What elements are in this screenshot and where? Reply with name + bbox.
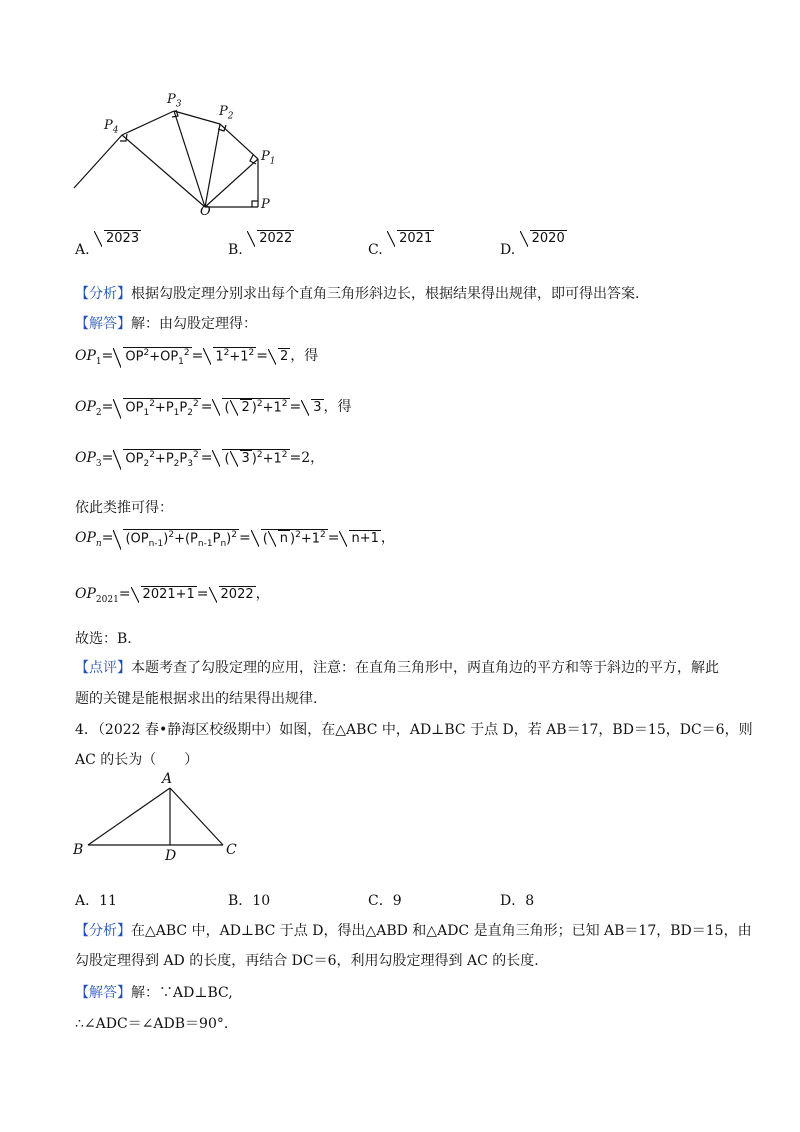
figure-label-p4: $P_4$ <box>104 118 119 136</box>
triangle-label-c: C <box>226 842 237 858</box>
q3-option-d[interactable] <box>500 230 567 258</box>
analysis-text: 在△ABC 中，AD⊥BC 于点 D，得出△ABD 和△ADC 是直角三角形；已知 AB＝17，BD＝15，由 <box>131 923 752 939</box>
option-value: 9 <box>392 893 402 909</box>
figure-label-p3: $P_3$ <box>167 92 182 110</box>
triangle-label-d: D <box>165 848 177 864</box>
q3-option-a[interactable] <box>75 230 141 258</box>
option-value: 10 <box>252 893 271 909</box>
option-value: 8 <box>525 893 535 909</box>
equation-opn: $OP_n= (OP_{n-1})^2+(P_{n-1}P_n)^2$ = ( n )$^2+1^2 = n+1$ ， <box>75 529 395 549</box>
q4-analysis-cont: 勾股定理得到 AD 的长度，再结合 DC＝6，利用勾股定理得到 AC 的长度. <box>75 953 539 969</box>
option-letter: C. <box>368 242 383 258</box>
q4-option-d[interactable] <box>500 890 534 910</box>
q3-comment-cont: 题的关键是能根据求出的结果得出规律. <box>75 691 318 707</box>
question-number: 4． <box>75 722 98 738</box>
equation-tail: ， <box>255 586 270 602</box>
option-value: 11 <box>99 893 117 909</box>
comment-tag: 【点评】 <box>75 660 131 676</box>
option-letter: C． <box>368 893 393 909</box>
answer-tag: 【解答】 <box>75 985 131 1001</box>
q3-deduce: 依此类推可得： <box>75 500 173 516</box>
option-radical: 2021 <box>387 230 434 247</box>
equation-op1: $OP_1= OP^2+OP_1^2 = 1^2+1^2 = 2$ ，得 <box>75 347 319 367</box>
option-radical: 2023 <box>94 230 141 247</box>
q4-option-b[interactable] <box>228 890 270 910</box>
q4-answer-line2: ∴∠ADC＝∠ADB＝90°. <box>75 1016 229 1032</box>
figure-label-o: O <box>200 204 211 219</box>
figure-label-p1: $P_1$ <box>261 149 276 167</box>
q3-answer-intro <box>75 313 257 333</box>
option-letter: A. <box>75 242 90 258</box>
q4-analysis <box>75 920 752 940</box>
q4-stem <box>75 719 753 739</box>
q4-option-c[interactable] <box>368 890 402 910</box>
q3-analysis <box>75 283 639 303</box>
triangle-label-b: B <box>73 842 84 858</box>
option-letter: D． <box>500 893 526 909</box>
question-stem: 如图，在△ABC 中，AD⊥BC 于点 D，若 AB＝17，BD＝15，DC＝6，则 <box>279 722 753 738</box>
figure-label-p: P <box>261 197 270 212</box>
analysis-text: 根据勾股定理分别求出每个直角三角形斜边长，根据结果得出规律，即可得出答案. <box>131 286 640 302</box>
answer-line: 解：∵AD⊥BC, <box>131 985 233 1001</box>
q3-choose: 故选：B. <box>75 631 132 647</box>
analysis-tag: 【分析】 <box>75 286 131 302</box>
q4-option-a[interactable] <box>75 890 117 910</box>
triangle-figure <box>85 785 235 855</box>
equation-op3: $OP_3= OP_2^2+P_2P_3^2$ = ( 3 )$^2+1^2 =2$， <box>75 449 325 469</box>
analysis-tag: 【分析】 <box>75 923 131 939</box>
equation-op2021: $OP_{2021}= 2021+1 = 2022$ ， <box>75 586 270 605</box>
option-letter: B. <box>228 242 243 258</box>
option-letter: D. <box>500 242 516 258</box>
equation-tail: ， <box>380 530 395 546</box>
answer-intro: 解：由勾股定理得： <box>131 316 257 332</box>
equation-tail: ，得 <box>290 348 319 364</box>
answer-tag: 【解答】 <box>75 316 131 332</box>
option-radical: 2022 <box>247 230 294 247</box>
equation-tail: =2， <box>289 450 325 466</box>
question-source: （2022 春•静海区校级期中） <box>97 722 280 738</box>
equation-tail: ，得 <box>323 399 352 415</box>
option-letter: B． <box>228 893 253 909</box>
equation-op2: $OP_2= OP_1^2+P_1P_2^2$ = ( 2 )$^2+1^2 = 3$ ，得 <box>75 398 352 418</box>
q3-option-b[interactable] <box>228 230 294 258</box>
q3-comment <box>75 657 719 677</box>
option-letter: A． <box>75 893 100 909</box>
q4-answer <box>75 982 233 1002</box>
option-radical: 2020 <box>520 230 567 247</box>
triangle-label-a: A <box>162 771 173 787</box>
figure-label-p2: $P_2$ <box>219 104 234 122</box>
q4-stem-cont: AC 的长为（ ） <box>75 752 199 768</box>
comment-text: 本题考查了勾股定理的应用，注意：在直角三角形中，两直角边的平方和等于斜边的平方，解此 <box>131 660 719 676</box>
q3-option-c[interactable] <box>368 230 434 258</box>
